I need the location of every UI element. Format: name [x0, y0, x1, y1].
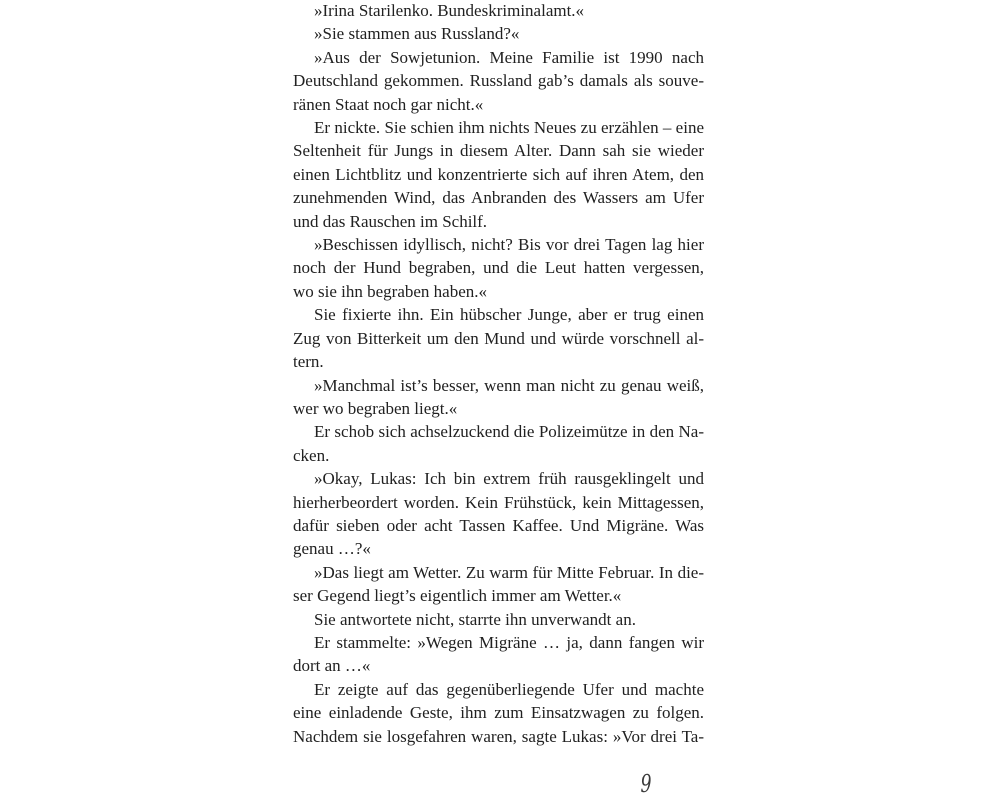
text-line: »Manchmal ist’s besser, wenn man nicht zu genau weiß, [314, 375, 704, 395]
page-text [293, 0, 704, 748]
text-line: hierherbeordert worden. Kein Frühstück, kein Mittagessen, [293, 492, 704, 512]
text-line: wer wo begraben liegt.« [293, 398, 458, 418]
text-line: Seltenheit für Jungs in diesem Alter. Dann sah sie wieder [293, 141, 704, 161]
text-line: Sie antwortete nicht, starrte ihn unverwandt an. [314, 609, 636, 629]
text-line: »Sie stammen aus Russland?« [314, 24, 520, 44]
text-line: Deutschland gekommen. Russland gab’s damals als souve- [293, 71, 704, 91]
text-line: genau …?« [293, 539, 371, 559]
text-line: ser Gegend liegt’s eigentlich immer am Wetter.« [293, 586, 622, 606]
text-line: Er zeigte auf das gegenüberliegende Ufer und machte [314, 679, 704, 699]
text-line: cken. [293, 445, 330, 465]
text-line: »Aus der Sowjetunion. Meine Familie ist 1990 nach [314, 47, 704, 67]
text-line: Sie fixierte ihn. Ein hübscher Junge, aber er trug einen [314, 305, 704, 325]
text-line: dafür sieben oder acht Tassen Kaffee. Und Migräne. Was [293, 515, 704, 535]
text-line: Er nickte. Sie schien ihm nichts Neues zu erzählen – eine [314, 118, 704, 138]
text-line: »Okay, Lukas: Ich bin extrem früh rausgeklingelt und [314, 469, 704, 489]
text-line: und das Rauschen im Schilf. [293, 211, 488, 231]
text-line: einen Lichtblitz und konzentrierte sich auf ihren Atem, den [293, 164, 704, 184]
text-line: eine einladende Geste, ihm zum Einsatzwagen zu folgen. [293, 703, 704, 723]
text-line: zunehmenden Wind, das Anbranden des Wassers am Ufer [293, 188, 704, 208]
page-number: 9 [640, 770, 652, 798]
text-line: dort an …« [293, 656, 371, 676]
text-line: ränen Staat noch gar nicht.« [293, 94, 484, 114]
text-line: Er schob sich achselzuckend die Polizeimütze in den Na- [314, 422, 704, 442]
text-line: wo sie ihn begraben haben.« [293, 281, 488, 301]
text-line: »Irina Starilenko. Bundeskriminalamt.« [314, 1, 585, 20]
text-line: noch der Hund begraben, und die Leut hatten vergessen, [293, 258, 704, 278]
text-line: tern. [293, 352, 324, 372]
text-line: Nachdem sie losgefahren waren, sagte Lukas: »Vor drei Ta- [293, 726, 704, 746]
text-line: Zug von Bitterkeit um den Mund und würde vorschnell al- [293, 328, 704, 348]
text-line: Er stammelte: »Wegen Migräne … ja, dann fangen wir [314, 632, 704, 652]
text-line: »Beschissen idyllisch, nicht? Bis vor drei Tagen lag hier [314, 235, 704, 255]
text-line: »Das liegt am Wetter. Zu warm für Mitte Februar. In die- [314, 562, 704, 582]
